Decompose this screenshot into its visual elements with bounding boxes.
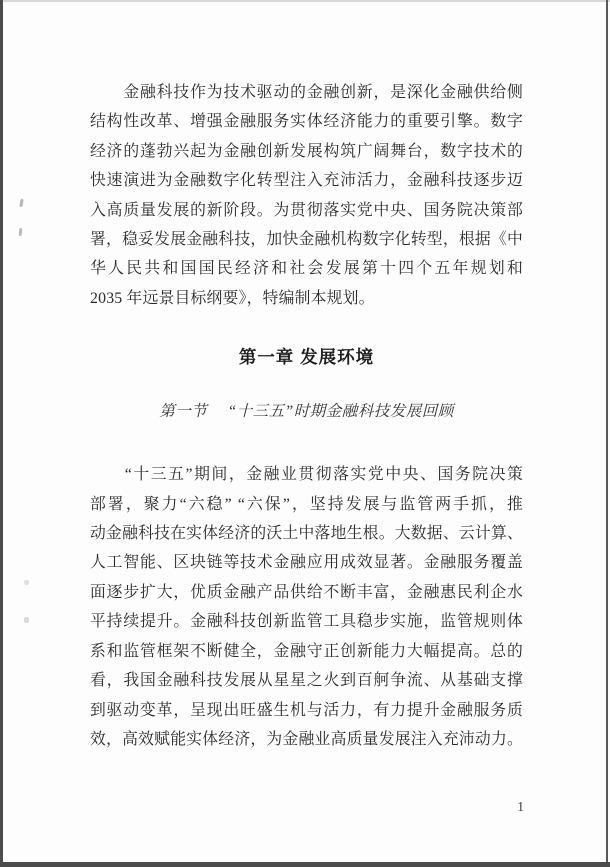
paragraph-intro xyxy=(90,78,523,313)
text-line: 面逐步扩大，优质金融产品供给不断丰富，金融惠民利企水 xyxy=(90,583,523,601)
chapter-heading: 第一章 发展环境 xyxy=(238,347,375,368)
text-line: 经济的蓬勃兴起为金融创新发展构筑广阔舞台，数字技术的 xyxy=(90,142,523,160)
text-line: 署，稳妥发展金融科技，加快金融机构数字化转型，根据《中 xyxy=(90,231,523,249)
section-heading: 第一节 “十三五”时期金融科技发展回顾 xyxy=(159,403,454,421)
text-line: 入高质量发展的新阶段。为贯彻落实党中央、国务院决策部 xyxy=(90,201,523,219)
text-line: 系和监管框架不断健全，金融守正创新能力大幅提高。总的 xyxy=(90,642,523,660)
text-line: 快速演进为金融数字化转型注入充沛活力，金融科技逐步迈 xyxy=(90,172,523,190)
text-line: 2035 年远景目标纲要》，特编制本规划。 xyxy=(90,289,375,307)
text-line: 人工智能、区块链等技术金融应用成效显著。金融服务覆盖 xyxy=(90,554,523,572)
text-line: 金融科技作为技术驱动的金融创新，是深化金融供给侧 xyxy=(90,84,523,101)
scan-artifact xyxy=(19,228,23,236)
scan-artifact xyxy=(24,580,29,585)
scan-edge-left xyxy=(0,0,3,867)
scan-artifact xyxy=(24,617,29,623)
scan-edge-bottom xyxy=(0,862,610,867)
paragraph-review xyxy=(90,460,523,754)
text-line: 平持续提升。金融科技创新监管工具稳步实施，监管规则体 xyxy=(90,613,523,631)
text-line: 看，我国金融科技发展从星星之火到百舸争流、从基础支撑 xyxy=(90,672,523,690)
text-line: 部署，聚力“六稳” “六保”，坚持发展与监管两手抓，推 xyxy=(90,495,523,513)
text-line: “十三五”期间，金融业贯彻落实党中央、国务院决策 xyxy=(90,466,523,484)
scan-edge-right xyxy=(606,0,608,867)
text-block xyxy=(90,0,523,754)
text-line: 华人民共和国国民经济和社会发展第十四个五年规划和 xyxy=(90,260,523,278)
scan-artifact xyxy=(19,199,23,207)
page-number: 1 xyxy=(517,799,524,814)
text-line: 动金融科技在实体经济的沃土中落地生根。大数据、云计算、 xyxy=(90,525,523,543)
text-line: 效，高效赋能实体经济，为金融业高质量发展注入充沛动力。 xyxy=(90,730,523,748)
text-line: 到驱动变革，呈现出旺盛生机与活力，有力提升金融服务质 xyxy=(90,701,523,719)
text-line: 结构性改革、增强金融服务实体经济能力的重要引擎。数字 xyxy=(90,113,523,131)
